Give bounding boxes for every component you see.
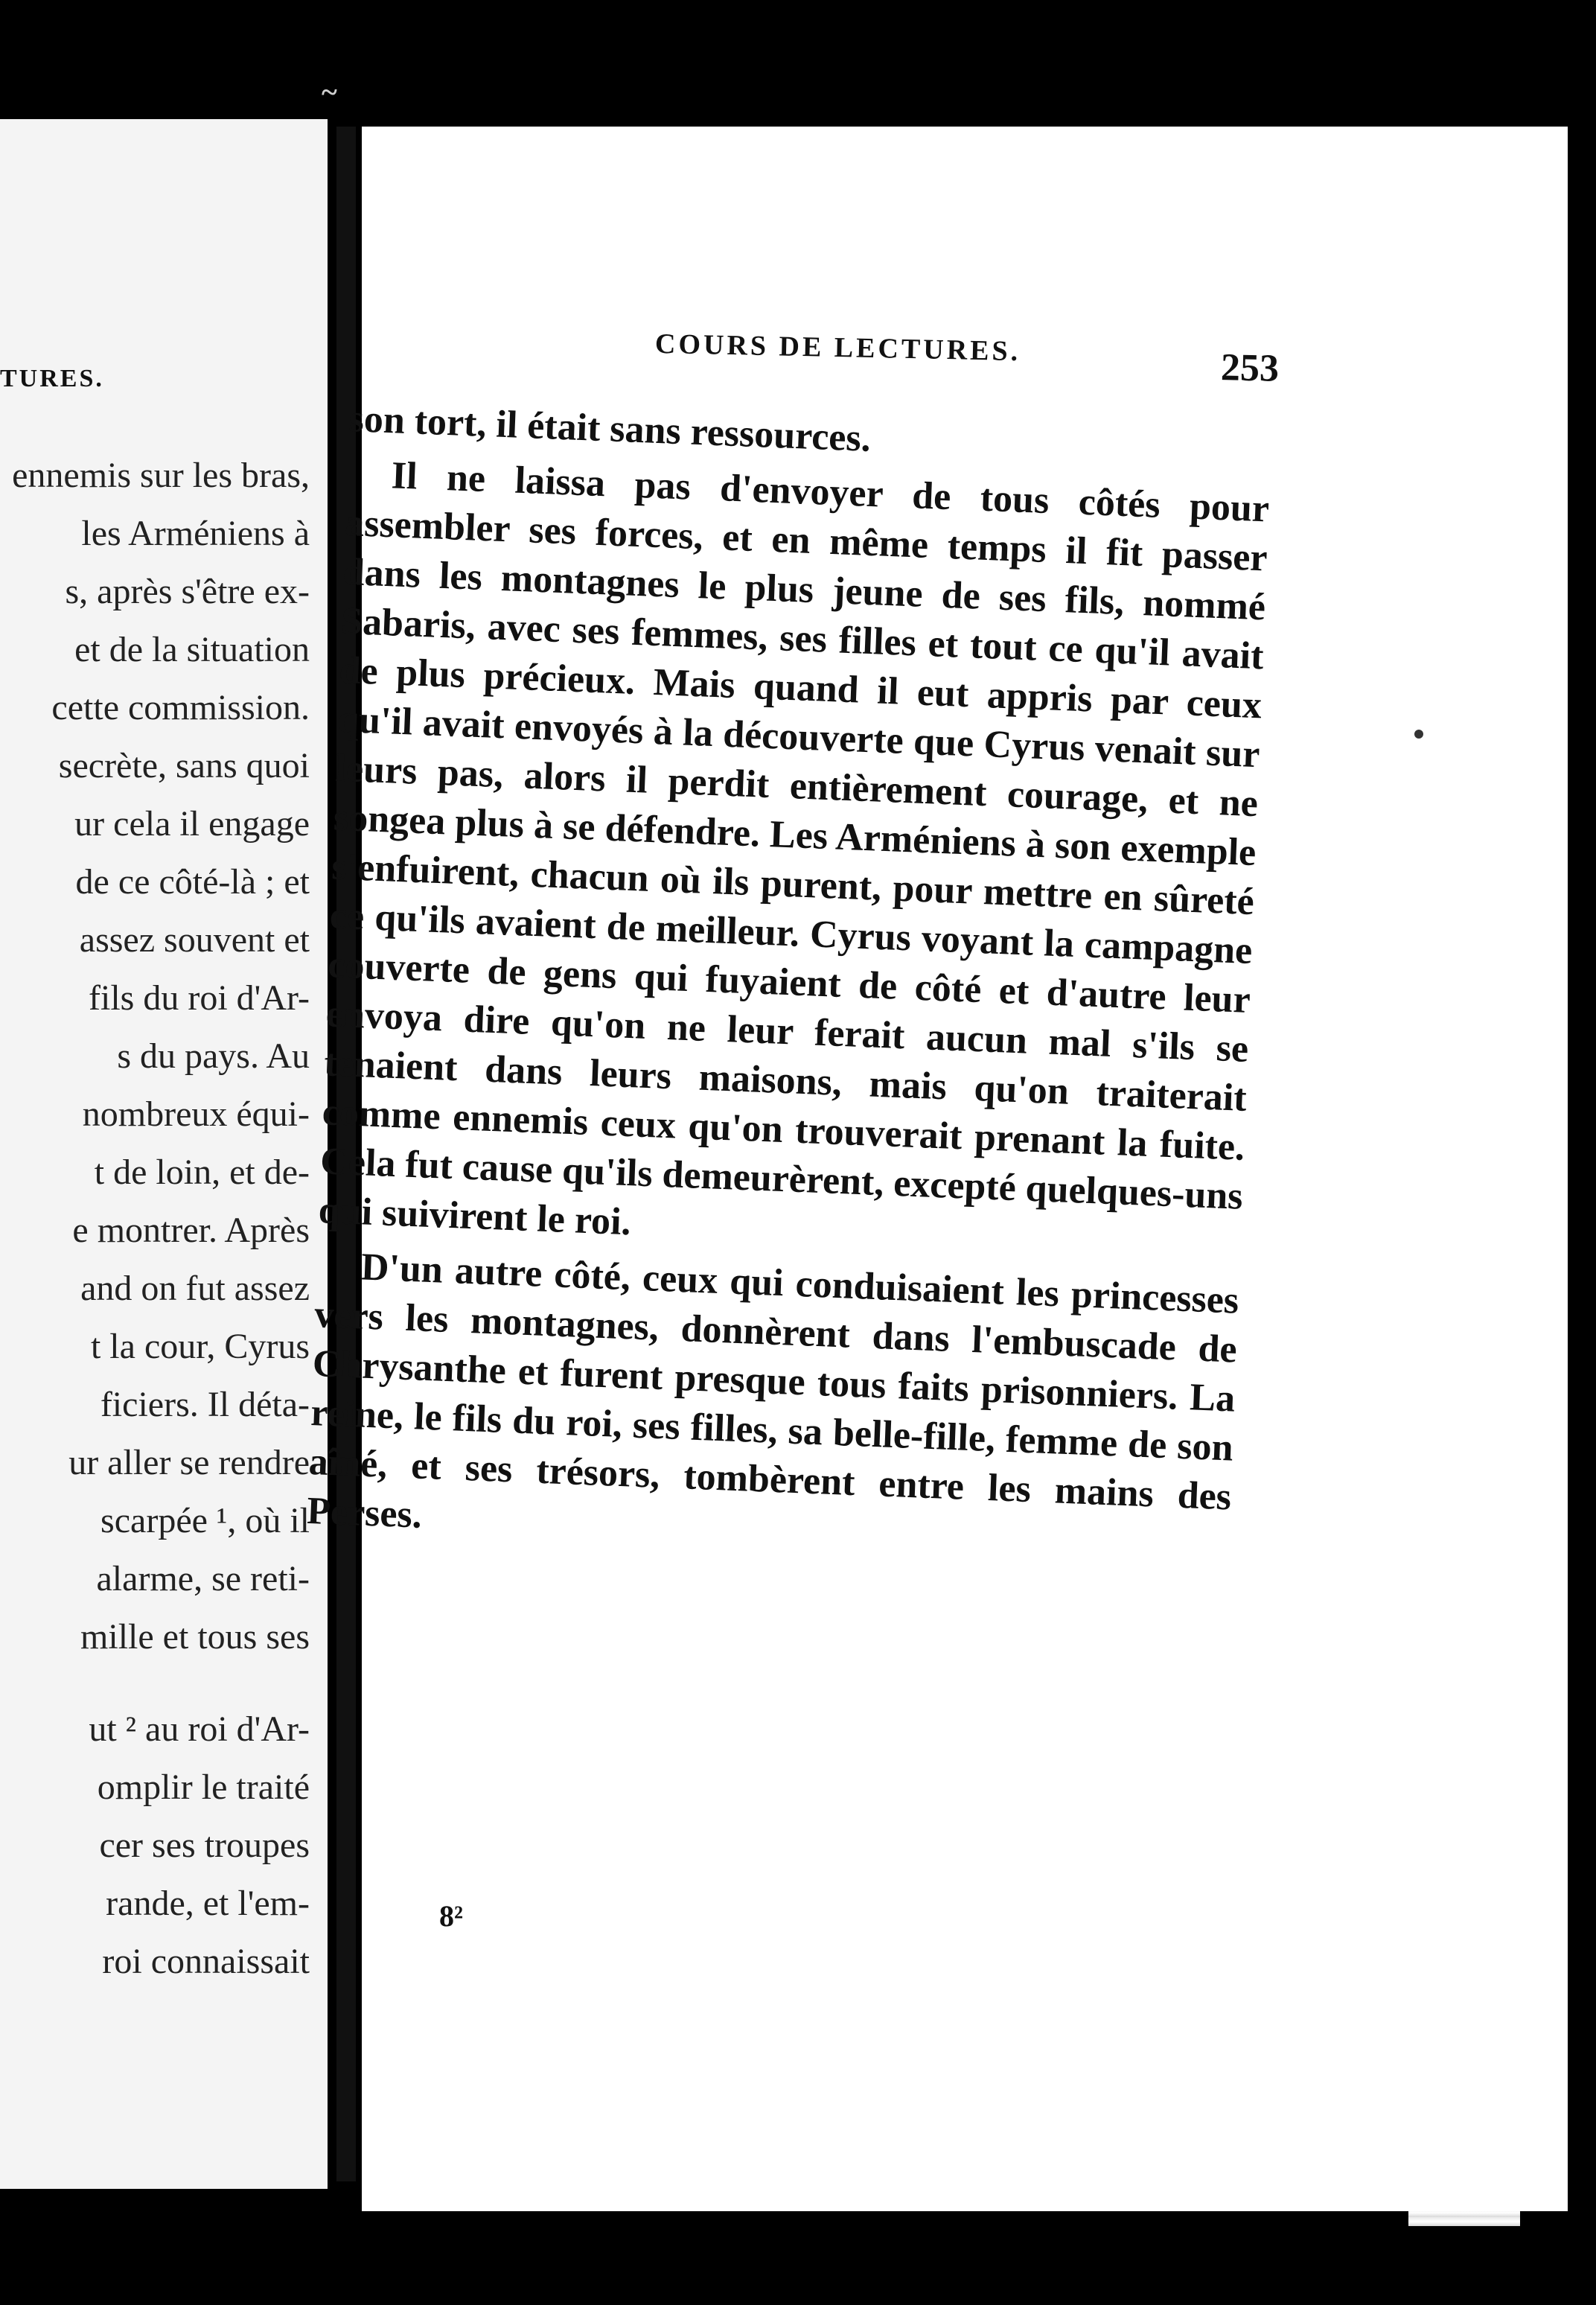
ink-speck bbox=[1414, 730, 1423, 739]
left-line: alarme, se reti- bbox=[96, 1559, 310, 1598]
left-page-text bbox=[0, 447, 310, 1991]
left-line: and on fut assez bbox=[80, 1269, 310, 1308]
left-line: s, après s'être ex- bbox=[65, 572, 310, 611]
left-line: de ce côté-là ; et bbox=[75, 862, 310, 902]
left-line: assez souvent et bbox=[79, 920, 310, 960]
left-line: ur aller se rendre bbox=[68, 1443, 310, 1482]
left-line: et de la situation bbox=[74, 630, 310, 669]
page-number: 253 bbox=[1220, 346, 1280, 390]
left-line: cette commission. bbox=[51, 688, 310, 727]
left-line: fils du roi d'Ar- bbox=[89, 978, 310, 1018]
left-line: rande, et l'em- bbox=[106, 1884, 310, 1923]
left-line: nombreux équi- bbox=[82, 1094, 310, 1134]
paragraph: Il ne laissa pas d'envoyer de tous côtés pour assembler ses forces, et en même temps il fit passer dans les montagnes le plus jeune de ses fils, nommé Sabaris, avec ses femmes, ses filles et tout ce qu'il avait de plus précieux. Mais quand il eut appris par ceux qu'il avait envoyés à la découverte que Cyrus venait sur leurs pas, alors il perdit entièrement courage, et ne songea plus à se défendre. Les Arméniens à son exemple s'enfuirent, chacun où ils purent, pour mettre en sûreté ce qu'ils avaient de meilleur. Cyrus voyant la campagne couverte de gens qui fuyaient de côté et d'autre leur envoya dire qu'on ne leur ferait aucun mal s'ils se tenaient dans leurs maisons, mais qu'on traiterait comme ennemis ceux qu'on trouverait prenant la fuite. Cela fut cause qu'ils demeurèrent, excepté quelques-uns qui suivirent le roi. bbox=[317, 454, 1271, 1244]
signature-mark: 8² bbox=[439, 1899, 463, 1933]
left-line: ur cela il engage bbox=[74, 804, 310, 844]
left-line: secrète, sans quoi bbox=[58, 746, 310, 785]
left-line: omplir le traité bbox=[97, 1767, 310, 1807]
left-line: ut ² au roi d'Ar- bbox=[89, 1709, 310, 1749]
running-head: COURS DE LECTURES. bbox=[654, 328, 1021, 368]
body-text bbox=[306, 395, 1272, 1571]
left-line: ficiers. Il déta- bbox=[100, 1385, 310, 1424]
paragraph: son tort, il était sans ressources. bbox=[348, 397, 872, 460]
left-line: roi connaissait bbox=[102, 1942, 310, 1981]
paragraph: D'un autre côté, ceux qui conduisaient les princesses vers les montagnes, donnèrent dans l'embuscade de Chrysanthe et furent presque tous faits prisonniers. La reine, le fils du roi, ses filles, sa belle-fille, femme de son aîné, et ses trésors, tombèrent entre les mains des Perses. bbox=[306, 1246, 1240, 1537]
left-line: mille et tous ses bbox=[80, 1617, 310, 1657]
left-line: scarpée ¹, où il bbox=[100, 1501, 310, 1540]
left-running-head: TURES. bbox=[0, 365, 104, 392]
left-page bbox=[0, 119, 328, 2189]
left-paragraph-gap bbox=[0, 1666, 310, 1700]
left-line: e montrer. Après bbox=[72, 1211, 310, 1250]
corner-mark: ~ bbox=[322, 75, 337, 109]
left-line: t la cour, Cyrus bbox=[90, 1327, 310, 1366]
left-line: ennemis sur les bras, bbox=[12, 456, 310, 495]
left-line: s du pays. Au bbox=[117, 1036, 310, 1076]
left-line: les Arméniens à bbox=[81, 514, 310, 553]
left-line: t de loin, et de- bbox=[94, 1152, 310, 1192]
left-line: cer ses troupes bbox=[99, 1826, 310, 1865]
